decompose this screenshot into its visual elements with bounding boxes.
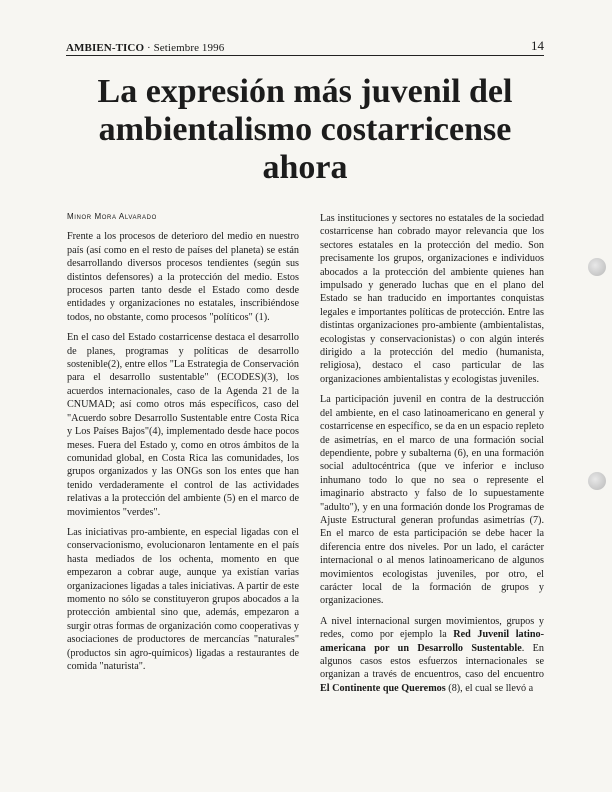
network-name: Red Juvenil latino-americana por un Desarrollo Sustentable: [320, 629, 544, 654]
binder-hole-icon: [588, 258, 606, 276]
binder-hole-icon: [588, 472, 606, 490]
author-byline: Minor Mora Alvarado: [67, 212, 157, 221]
text-run: . En algunos casos estos esfuerzos internacionales se organizan a través de encuentros, caso del encuentro: [320, 642, 544, 681]
issue-date: · Setiembre 1996: [144, 42, 225, 54]
publication-info: [66, 42, 224, 54]
paragraph: [320, 615, 544, 695]
running-header: [66, 38, 544, 56]
paragraph: Las iniciativas pro-ambiente, en especial ligadas con el conservacionismo, evolucionaron lentamente en el país hasta mediados de los ochenta, momento en que empezaron a cobrar auge, aunque ya existían varias organizaciones ligadas a tales iniciativas. A partir de este momento no sólo se constituyeron grupos abocados a la protección ambiental sino que, además, empezaron a surgir otras formas de organización como cooperativas y asociaciones de productores de mercancías "naturales" (productos sin agro-químicos) ligadas a restaurantes de comida "naturista".: [67, 526, 299, 672]
paragraph: En el caso del Estado costarricense destaca el desarrollo de planes, programas y políticas de desarrollo sostenible(2), entre ellos "La Estrategia de Conservación para el desarrollo sustentable" (ECODES)(3), los acuerdos internacionales, caso de la Agenda 21 de la CNUMAD; así como otros más específicos, caso del "Acuerdo sobre Desarrollo Sustentable entre Costa Rica y Los Países Bajos"(4), implementado desde hace pocos meses. Fuera del Estado y, como en otros ámbitos de la comunidad global, en Costa Rica las comunidades, los grupos organizados y las ONGs son los entes que han tenido verdaderamente el control de las actividades relativas a la protección del ambiente (5) en el marco de movimientos "verdes".: [67, 332, 299, 518]
text-run: (8), el cual se llevó a: [445, 682, 534, 694]
paragraph: Las instituciones y sectores no estatales de la sociedad costarricense han cobrado mayor relevancia que los sectores estatales en la protección del medio. Son precisamente los grupos, organizaciones e individuos abocados a la protección del ambiente quienes han impulsado y generado luchas que en el plano del Estado se han traducido en importantes conquistas legales e importantes políticas de protección. Entre las distintas organizaciones pro-ambiente (ambientalistas, ecologistas y conservacionistas) o con algún interés dirigido a la protección del medio (humanista, religiosa), destaco el caso particular de las organizaciones ambientalistas y ecologistas juveniles.: [320, 213, 544, 385]
paragraph: La participación juvenil en contra de la destrucción del ambiente, en el caso latinoamericano en general y costarricense en específico, se da en un espacio repleto de asimetrías, en el marco de una formación social dependiente, pobre y subalterna (6), en una formación social adultocéntrica (que ve inferior e incluso inhumano todo lo que no sea o represente el imaginario abstracto y falso de lo supuestamente "adulto"), y en una formación donde los Programas de Ajuste Estructural generan profundas asimetrías (7). En el marco de esta participación se debe hacer la diferencia entre dos niveles. Por un lado, el carácter internacional o al menos latinoamericano de algunos movimientos ecologistas juveniles, por otro, el carácter local de la formación de grupos y organizaciones.: [320, 394, 544, 607]
paragraph: Frente a los procesos de deterioro del medio en nuestro país (así como en el resto de países del planeta) se están desarrollando diversos procesos tendientes (según sus distintos defensores) a la protección del medio. Estos procesos parten tanto desde el Estado como desde entidades y organizaciones no estatales, inscribiéndose todos, no obstante, como procesos "políticos" (1).: [67, 231, 299, 323]
text-run: A nivel internacional surgen movimientos, grupos y redes, como por ejemplo la: [320, 615, 544, 641]
article-title: La expresión más juvenil del ambientalismo costarricense ahora: [97, 73, 513, 186]
right-column: [320, 212, 544, 702]
event-name: El Continente que Queremos: [320, 682, 446, 694]
left-column: [67, 210, 299, 680]
page-number: 14: [531, 38, 544, 53]
publication-name: AMBIEN-TICO: [66, 42, 145, 54]
